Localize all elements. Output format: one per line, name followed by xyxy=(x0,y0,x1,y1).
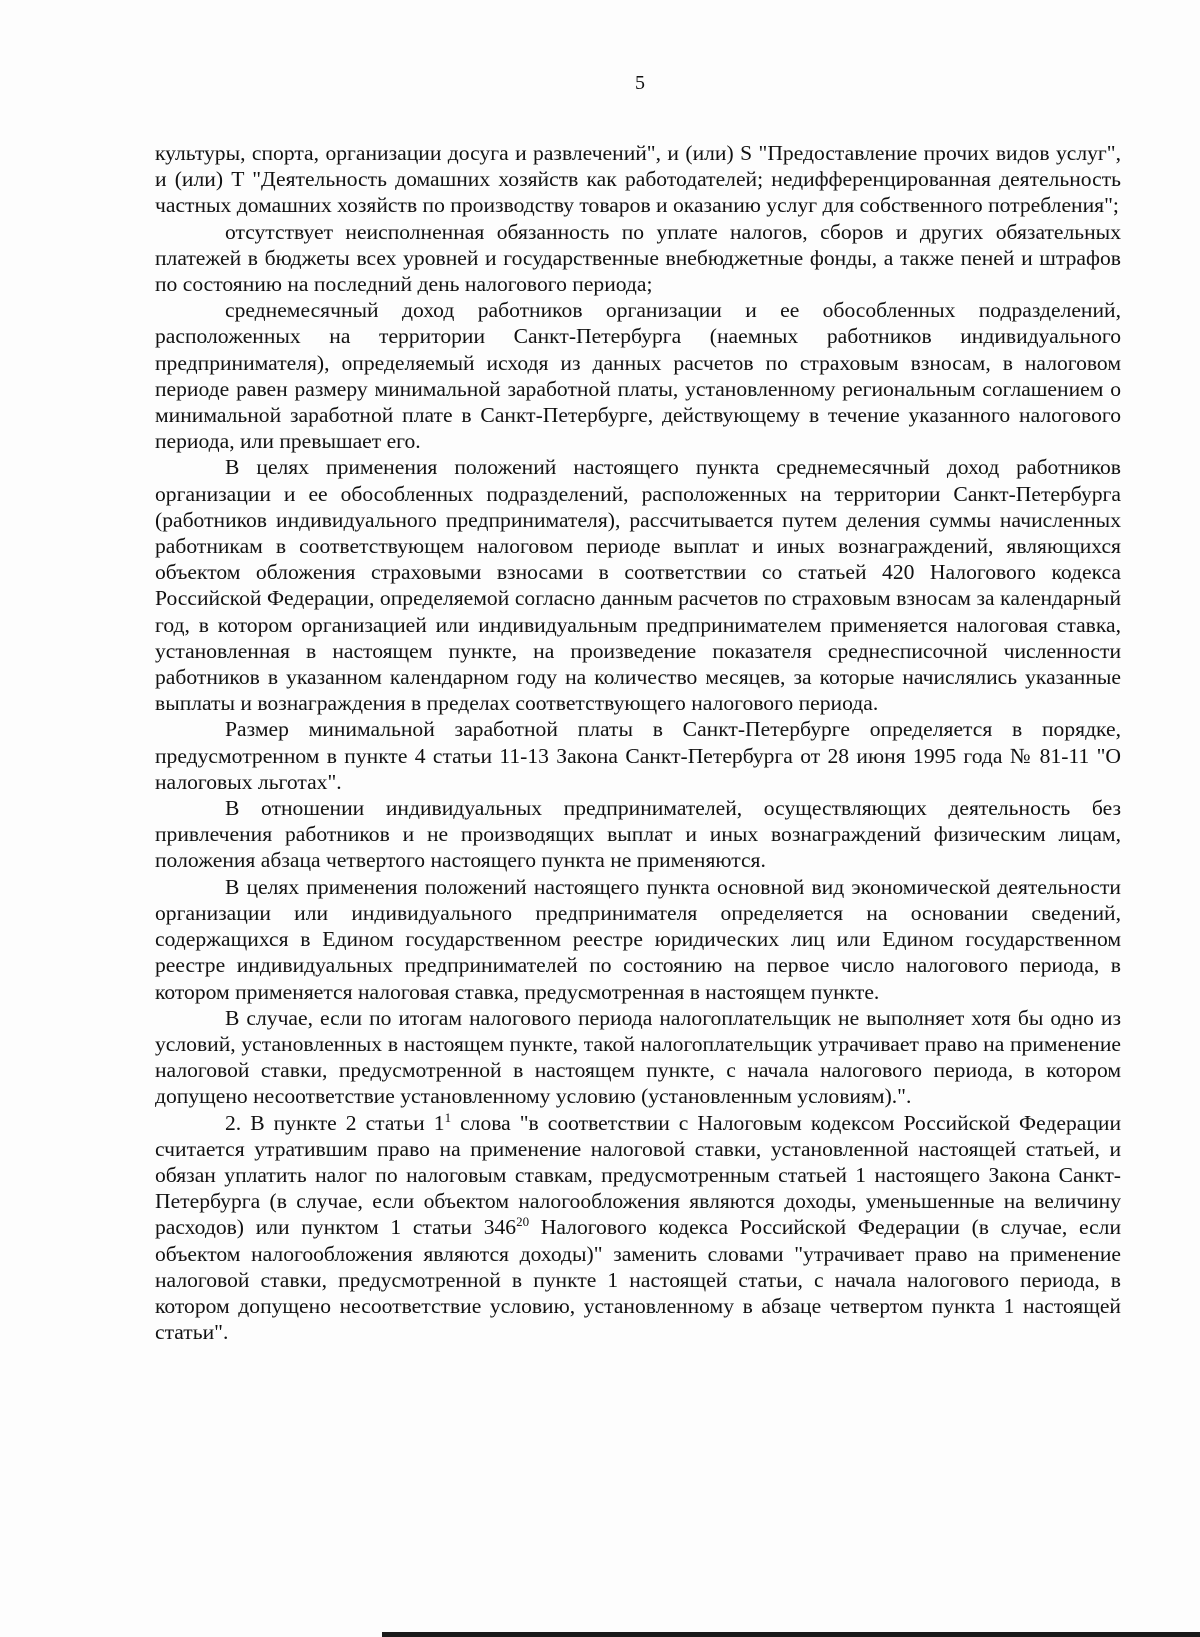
paragraph-item-2 xyxy=(155,1110,1121,1346)
paragraph-1: культуры, спорта, организации досуга и развлечений", и (или) S "Предоставление прочих видов услуг", и (или) T "Деятельность домашних хозяйств как работодателей; недифференцированная деятельность частных домашних хозяйств по производству товаров и оказанию услуг для собственного потребления"; xyxy=(155,141,1121,218)
paragraph-8: В случае, если по итогам налогового периода налогоплательщик не выполняет хотя бы одно из условий, установленных в настоящем пункте, такой налогоплательщик утрачивает право на применение налоговой ставки, предусмотренной в настоящем пункте, с начала налогового периода, в котором допущено несоответствие установленному условию (установленным условиям).". xyxy=(155,1005,1121,1109)
item2-text-part3: Налогового кодекса Российской Федерации (в случае, если объектом налогообложения являются доходы)" заменить словами "утрачивает право на применение налоговой ставки, предусмотренной в пункте 1 настоящей статьи, с начала налогового периода, в котором допущено несоответствие условию, установленному в абзаце четвертом пункта 1 настоящей статьи". xyxy=(155,1215,1121,1345)
paragraph-5: Размер минимальной заработной платы в Санкт-Петербурге определяется в порядке, предусмотренном в пункте 4 статьи 11-13 Закона Санкт-Петербурга от 28 июня 1995 года № 81-11 "О налоговых льготах". xyxy=(155,717,1121,794)
paragraph-4: В целях применения положений настоящего пункта среднемесячный доход работников организации и ее обособленных подразделений, расположенных на территории Санкт-Петербурга (работников индивидуального предпринимателя), рассчитывается путем деления суммы начисленных работникам в соответствующем налоговом периоде выплат и иных вознаграждений, являющихся объектом обложения страховыми взносами в соответствии со статьей 420 Налогового кодекса Российской Федерации, определяемой согласно данным расчетов по страховым взносам за календарный год, в котором организацией или индивидуальным предпринимателем применяется налоговая ставка, установленная в настоящем пункте, на произведение показателя среднесписочной численности работников в указанном календарном году на количество месяцев, за которые начислялись указанные выплаты и вознаграждения в пределах соответствующего налогового периода. xyxy=(155,455,1121,716)
paragraph-7: В целях применения положений настоящего пункта основной вид экономической деятельности организации или индивидуального предпринимателя определяется на основании сведений, содержащихся в Едином государственном реестре юридических лиц или Едином государственном реестре индивидуальных предпринимателей по состоянию на первое число налогового периода, в котором применяется налоговая ставка, предусмотренная в настоящем пункте. xyxy=(155,874,1121,1004)
document-body xyxy=(155,140,1121,1345)
paragraph-6: В отношении индивидуальных предпринимателей, осуществляющих деятельность без привлечения работников и не производящих выплат и иных вознаграждений физическим лицам, положения абзаца четвертого настоящего пункта не применяются. xyxy=(155,796,1121,873)
item2-text-part2: слова "в соответствии с Налоговым кодексом Российской Федерации считается утратившим право на применение налоговой ставки, установленной настоящей статьей, и обязан уплатить налог по налоговым ставкам, предусмотренным статьей 1 настоящего Закона Санкт-Петербурга (в случае, если объектом налогообложения являются доходы, уменьшенные на величину расходов) или пунктом 1 статьи 346 xyxy=(155,1110,1121,1240)
paragraph-3: среднемесячный доход работников организации и ее обособленных подразделений, расположенных на территории Санкт-Петербурга (наемных работников индивидуального предпринимателя), определяемый исходя из данных расчетов по страховым взносам, в налоговом периоде равен размеру минимальной заработной платы, установленному региональным соглашением о минимальной заработной плате в Санкт-Петербурге, действующему в течение указанного налогового периода, или превышает его. xyxy=(155,298,1121,454)
item2-text-part1: 2. В пункте 2 статьи 1 xyxy=(225,1110,445,1135)
paragraph-2: отсутствует неисполненная обязанность по уплате налогов, сборов и других обязательных платежей в бюджеты всех уровней и государственные внебюджетные фонды, а также пеней и штрафов по состоянию на последний день налогового периода; xyxy=(155,219,1121,297)
item2-superscript-1: 1 xyxy=(444,1109,452,1125)
page-number: 5 xyxy=(635,72,645,94)
item2-superscript-20: 20 xyxy=(516,1214,530,1230)
scan-bottom-edge xyxy=(382,1632,1200,1637)
